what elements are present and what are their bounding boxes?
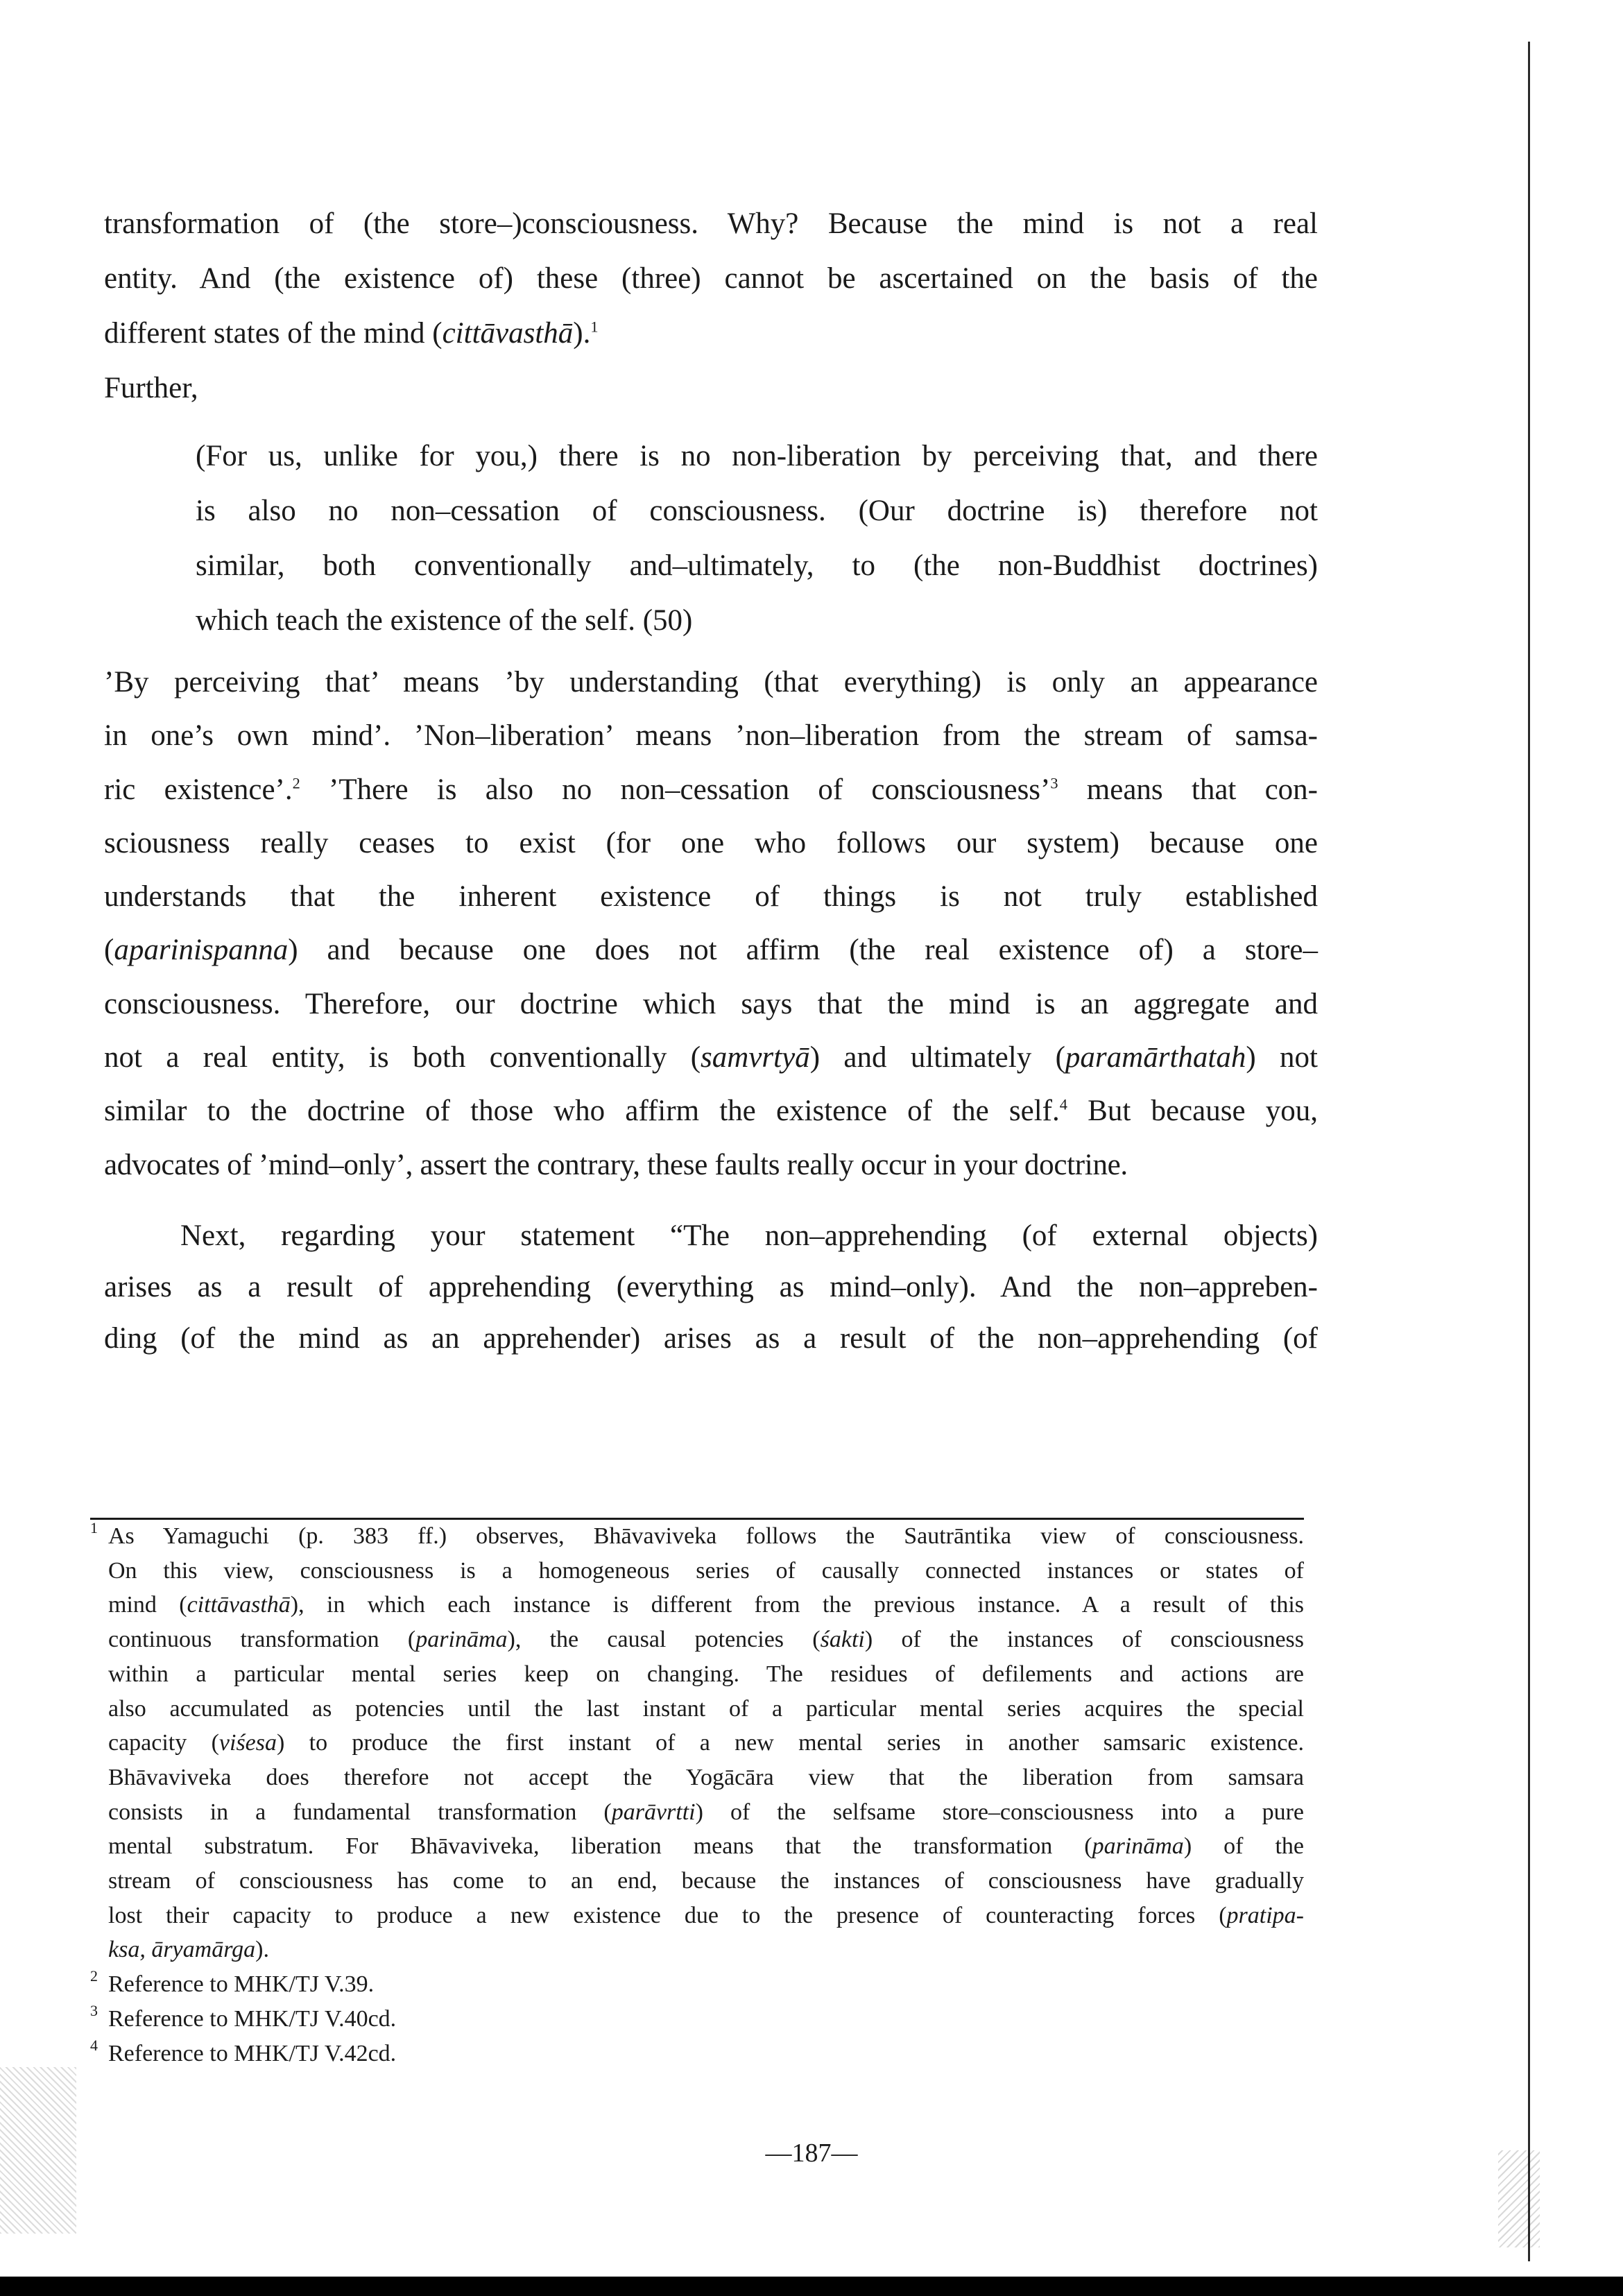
footnote-body (108, 1967, 1304, 2002)
footnote-marker: 2 (90, 1967, 98, 1985)
text-line: similar to the doctrine of those who affirm the existence of the self.$^4$ But because you, (104, 1095, 1319, 1128)
footnote-line: Bhāvaviveka does therefore not accept the Yogācāra view that the liberation from samsara (108, 1764, 1304, 1790)
text-line: not a real entity, is both conventionally (samvrtyā) and ultimately (paramārthatah) not (104, 1041, 1318, 1074)
footnote-2 (90, 1967, 1304, 2002)
body-paragraph-2 (104, 656, 1318, 1192)
text-line: ric existence’.$^2$ ’There is also no non–cessation of consciousness’$^3$ means that con- (104, 773, 1318, 806)
text-line: transformation of (the store–)consciousness. Why? Because the mind is not a real (104, 207, 1318, 240)
footnote-line: ksa, āryamārga). (108, 1937, 269, 1963)
footnote-line: On this view, consciousness is a homogeneous series of causally connected instances or states of (108, 1557, 1304, 1584)
footnote-line: capacity (viśesa) to produce the first instant of a new mental series in another samsaric existence. (108, 1730, 1304, 1756)
footnote-line: also accumulated as potencies until the last instant of a particular mental series acquires the special (108, 1695, 1304, 1722)
footnote-marker: 3 (90, 2001, 98, 2019)
footnote-line: Reference to MHK/TJ V.40cd. (108, 2005, 397, 2032)
footnote-line: mind (cittāvasthā), in which each instance is different from the previous instance. A a result of this (108, 1592, 1305, 1618)
footnote-line: consists in a fundamental transformation (parāvrtti) of the selfsame store–consciousness into a pure (108, 1799, 1304, 1825)
footnote-line: Reference to MHK/TJ V.42cd. (108, 2040, 397, 2066)
footnote-line: continuous transformation (parināma), the causal potencies (śakti) of the instances of consciousness (108, 1627, 1305, 1653)
footnote-body (108, 1519, 1304, 1967)
verse-line: (For us, unlike for you,) there is no non-liberation by perceiving that, and there (196, 440, 1318, 472)
text-line: sciousness really ceases to exist (for one who follows our system) because one (104, 826, 1318, 859)
sanskrit-term: parināma (1092, 1833, 1184, 1860)
sanskrit-term: paramārthatah (1065, 1041, 1246, 1074)
text-line: understands that the inherent existence of things is not truly established (104, 880, 1318, 914)
sanskrit-term: viśesa (218, 1730, 277, 1756)
footnote-4 (90, 2037, 1304, 2071)
verse-line: which teach the existence of the self. (50) (196, 604, 693, 637)
sanskrit-term: cittāvasthā (442, 317, 574, 350)
text-line: ding (of the mind as an apprehender) arises as a result of the non–apprehending (of (104, 1322, 1318, 1355)
footnote-ref: 1 (590, 318, 599, 336)
text-line: in one’s own mind’. ’Non–liberation’ means ’non–liberation from the stream of samsa- (104, 719, 1318, 753)
footnote-body (108, 2037, 1304, 2071)
text-line: advocates of ’mind–only’, assert the contrary, these faults really occur in your doctrine. (104, 1148, 1128, 1181)
footnote-line: lost their capacity to produce a new existence due to the presence of counteracting forces (pratipa- (108, 1902, 1304, 1928)
footnote-line: mental substratum. For Bhāvaviveka, liberation means that the transformation (parināma) of the (108, 1833, 1304, 1860)
sanskrit-term: parāvrtti (611, 1799, 696, 1825)
text-line: ’By perceiving that’ means ’by understanding (that everything) is only an appearance (104, 666, 1318, 699)
body-paragraph-3 (104, 1210, 1318, 1364)
text-line: consciousness. Therefore, our doctrine which says that the mind is an aggregate and (104, 987, 1318, 1020)
scan-bottom-band (0, 2277, 1623, 2296)
scan-edge-line (1528, 42, 1530, 2261)
footnote-line: within a particular mental series keep on changing. The residues of defilements and actions are (108, 1661, 1304, 1687)
footnote-ref: 3 (1050, 774, 1058, 792)
sanskrit-term: cittāvasthā (187, 1592, 291, 1618)
sanskrit-term: parināma (415, 1627, 508, 1653)
footnote-line: As Yamaguchi (p. 383 ff.) observes, Bhāvaviveka follows the Sautrāntika view of consciousness. (108, 1523, 1304, 1549)
text-line: entity. And (the existence of) these (three) cannot be ascertained on the basis of the (104, 262, 1318, 295)
sanskrit-term: aparinispanna (114, 934, 289, 967)
footnote-marker: 4 (90, 2036, 98, 2054)
footnote-ref: 4 (1059, 1096, 1067, 1114)
verse-line: similar, both conventionally and–ultimately, to (the non-Buddhist doctrines) (196, 549, 1318, 582)
verse-block (196, 429, 1318, 648)
footnote-line: stream of consciousness has come to an end, because the instances of consciousness have gradually (108, 1868, 1304, 1894)
page-number: —187— (765, 2139, 858, 2168)
text-line: (aparinispanna) and because one does not affirm (the real existence of) a store– (104, 934, 1318, 967)
sanskrit-term: ksa, āryamārga (108, 1937, 256, 1963)
sanskrit-term: pratipa- (1226, 1902, 1304, 1928)
text-line: Further, (104, 372, 198, 404)
verse-line: is also no non–cessation of consciousness. (Our doctrine is) therefore not (196, 495, 1318, 527)
footnote-3 (90, 2002, 1304, 2037)
text-line: Next, regarding your statement “The non–apprehending (of external objects) (180, 1219, 1318, 1252)
footnote-marker: 1 (90, 1519, 98, 1536)
scan-speckle (0, 2067, 76, 2234)
text-line: arises as a result of apprehending (everything as mind–only). And the non–appreben- (104, 1271, 1318, 1303)
text-line: different states of the mind (cittāvasthā).$^1$ (104, 317, 599, 350)
sanskrit-term: samvrtyā (701, 1041, 810, 1074)
footnote-ref: 2 (292, 774, 300, 792)
scan-speckle (1498, 2150, 1540, 2247)
body-paragraph-1 (104, 196, 1318, 415)
sanskrit-term: śakti (820, 1627, 865, 1653)
footnotes (90, 1519, 1304, 2071)
footnote-line: Reference to MHK/TJ V.39. (108, 1971, 375, 1998)
footnote-body (108, 2002, 1304, 2037)
footnote-1 (90, 1519, 1304, 1967)
